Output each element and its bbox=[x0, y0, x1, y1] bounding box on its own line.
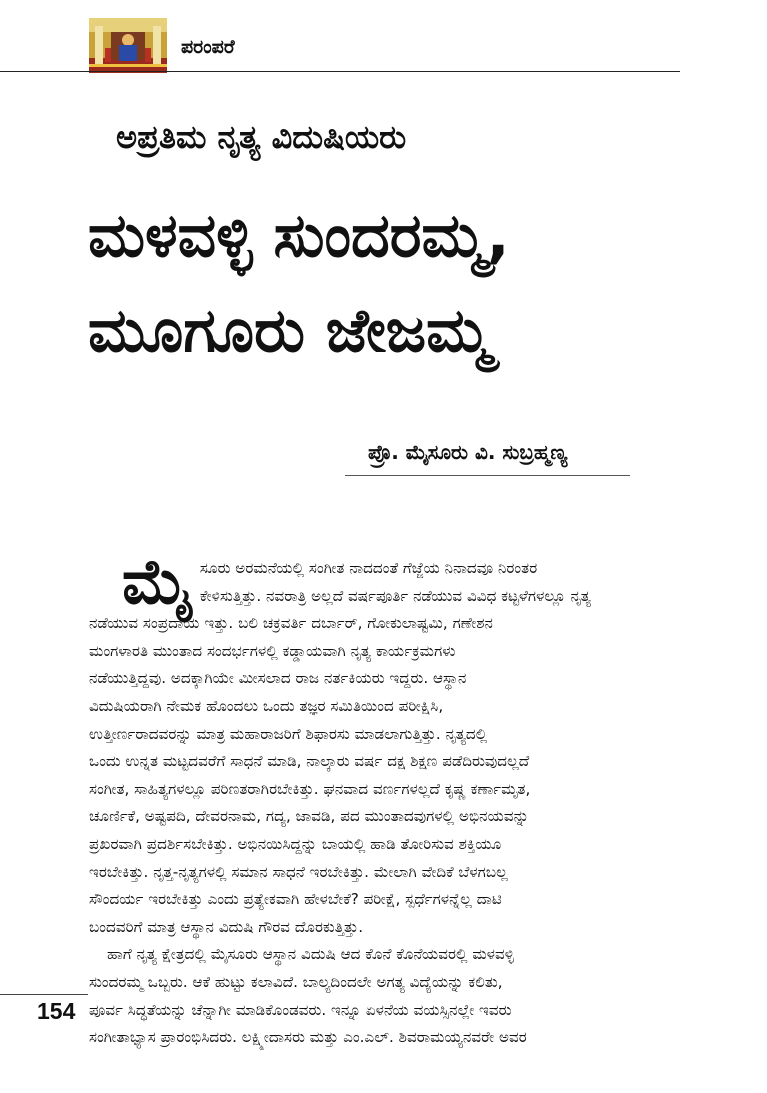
body-line: ನಡೆಯುವ ಸಂಪ್ರದಾಯ ಇತ್ತು. ಬಲಿ ಚಕ್ರವರ್ತಿ ದರ್ಬಾರ್, ಗೋಕುಲಾಷ್ಟಮಿ, ಗಣೇಶನ bbox=[89, 614, 493, 633]
section-thumbnail-image bbox=[89, 18, 167, 73]
header-divider bbox=[0, 71, 680, 72]
body-line: ಸಂಗೀತ, ಸಾಹಿತ್ಯಗಳಲ್ಲೂ ಪರಿಣತರಾಗಿರಬೇಕಿತ್ತು. ಘನವಾದ ವರ್ಣಗಳಲ್ಲದೆ ಕೃಷ್ಣ ಕರ್ಣಾಮೃತ, bbox=[89, 779, 531, 798]
body-line: ಬಂದವರಿಗೆ ಮಾತ್ರ ಆಸ್ಥಾನ ವಿದುಷಿ ಗೌರವ ದೊರಕುತ್ತಿತ್ತು. bbox=[89, 917, 364, 936]
article-subtitle: ಅಪ್ರತಿಮ ನೃತ್ಯ ವಿದುಷಿಯರು bbox=[116, 118, 407, 156]
body-line: ಇರಬೇಕಿತ್ತು. ನೃತ್ತ-ನೃತ್ಯಗಳಲ್ಲಿ ಸಮಾನ ಸಾಧನೆ ಇರಬೇಕಿತ್ತು. ಮೇಲಾಗಿ ವೇದಿಕೆ ಬೆಳಗಬಲ್ಲ bbox=[89, 862, 508, 881]
body-line: ಸೌಂದರ್ಯ ಇರಬೇಕಿತ್ತು ಎಂದು ಪ್ರತ್ಯೇಕವಾಗಿ ಹೇಳಬೇಕೆ? ಪರೀಕ್ಷೆ, ಸ್ಪರ್ಧೆಗಳನ್ನೆಲ್ಲ ದಾಟಿ bbox=[89, 890, 502, 909]
article-title-line-1: ಮಳವಳ್ಳಿ ಸುಂದರಮ್ಮ, bbox=[88, 201, 510, 271]
body-line: ಉತ್ತೀರ್ಣರಾದವರನ್ನು ಮಾತ್ರ ಮಹಾರಾಜರಿಗೆ ಶಿಫಾರಸು ಮಾಡಲಾಗುತ್ತಿತ್ತು. ನೃತ್ಯದಲ್ಲಿ bbox=[89, 724, 488, 743]
body-line: ಮಂಗಳಾರತಿ ಮುಂತಾದ ಸಂದರ್ಭಗಳಲ್ಲಿ ಕಡ್ಡಾಯವಾಗಿ ನೃತ್ಯ ಕಾರ್ಯಕ್ರಮಗಳು bbox=[89, 641, 456, 660]
body-line: ಪ್ರಖರವಾಗಿ ಪ್ರದರ್ಶಿಸಬೇಕಿತ್ತು. ಅಭಿನಯಿಸಿದ್ದನ್ನು ಬಾಯಲ್ಲಿ ಹಾಡಿ ತೋರಿಸುವ ಶಕ್ತಿಯೂ bbox=[89, 834, 502, 853]
body-line: ನಡೆಯುತ್ತಿದ್ದವು. ಅದಕ್ಕಾಗಿಯೇ ಮೀಸಲಾದ ರಾಜ ನರ್ತಕಿಯರು ಇದ್ದರು. ಆಸ್ಥಾನ bbox=[89, 669, 467, 688]
page-number: 154 bbox=[37, 998, 76, 1024]
page-number-rule bbox=[0, 994, 88, 995]
article-title-line-2: ಮೂಗೂರು ಜೇಜಮ್ಮ bbox=[88, 296, 492, 366]
body-line: ಸುಂದರಮ್ಮ ಒಬ್ಬರು. ಆಕೆ ಹುಟ್ಟು ಕಲಾವಿದೆ. ಬಾಲ್ಯದಿಂದಲೇ ಅಗತ್ಯ ವಿದ್ಯೆಯನ್ನು ಕಲಿತು, bbox=[89, 972, 503, 991]
body-line: ಒಂದು ಉನ್ನತ ಮಟ್ಟದವರೆಗೆ ಸಾಧನೆ ಮಾಡಿ, ನಾಲ್ಕಾರು ವರ್ಷ ದಕ್ಷ ಶಿಕ್ಷಣ ಪಡೆದಿರುವುದಲ್ಲದೆ bbox=[89, 752, 530, 771]
drop-cap: ಮೈ bbox=[122, 545, 194, 618]
body-line: ಹಾಗೆ ನೃತ್ಯ ಕ್ಷೇತ್ರದಲ್ಲಿ ಮೈಸೂರು ಆಸ್ಥಾನ ವಿದುಷಿ ಆದ ಕೊನೆ ಕೊನೆಯವರಲ್ಲಿ ಮಳವಳ್ಳಿ bbox=[107, 945, 515, 964]
body-line: ಮೈಸೂರು ಅರಮನೆಯಲ್ಲಿ ಸಂಗೀತ ನಾದದಂತೆ ಗೆಜ್ಜೆಯ ನಿನಾದವೂ ನಿರಂತರ bbox=[122, 545, 538, 618]
author-divider bbox=[345, 475, 630, 476]
body-line: ಸಂಗೀತಾಭ್ಯಾಸ ಪ್ರಾರಂಭಿಸಿದರು. ಲಕ್ಷ್ಮೀದಾಸರು ಮತ್ತು ಎಂ.ಎಲ್. ಶಿವರಾಮಯ್ಯನವರೇ ಅವರ bbox=[89, 1028, 527, 1047]
body-line: ಪೂರ್ವ ಸಿದ್ಧತೆಯನ್ನು ಚೆನ್ನಾಗೀ ಮಾಡಿಕೊಂಡವರು. ಇನ್ನೂ ಏಳನೆಯ ವಯಸ್ಸಿನಲ್ಲೇ ಇವರು bbox=[89, 1000, 512, 1019]
section-label: ಪರಂಪರೆ bbox=[181, 36, 235, 58]
body-line: ಚೂರ್ಣಿಕೆ, ಅಷ್ಟಪದಿ, ದೇವರನಾಮ, ಗದ್ಯ, ಜಾವಡಿ, ಪದ ಮುಂತಾದವುಗಳಲ್ಲಿ ಅಭಿನಯವನ್ನು bbox=[89, 807, 529, 826]
article-body bbox=[89, 545, 671, 1052]
body-line: ವಿದುಷಿಯರಾಗಿ ನೇಮಕ ಹೊಂದಲು ಒಂದು ತಜ್ಞರ ಸಮಿತಿಯಿಂದ ಪರೀಕ್ಷಿಸಿ, bbox=[89, 696, 444, 715]
body-line: ಕೇಳಿಸುತ್ತಿತ್ತು. ನವರಾತ್ರಿ ಅಲ್ಲದೆ ವರ್ಷಪೂರ್ತಿ ನಡೆಯುವ ವಿವಿಧ ಕಟ್ಟಳೆಗಳಲ್ಲೂ ನೃತ್ಯ bbox=[199, 586, 591, 605]
author-byline: ಪ್ರೊ. ಮೈಸೂರು ವಿ. ಸುಬ್ರಹ್ಮಣ್ಯ bbox=[368, 440, 568, 464]
